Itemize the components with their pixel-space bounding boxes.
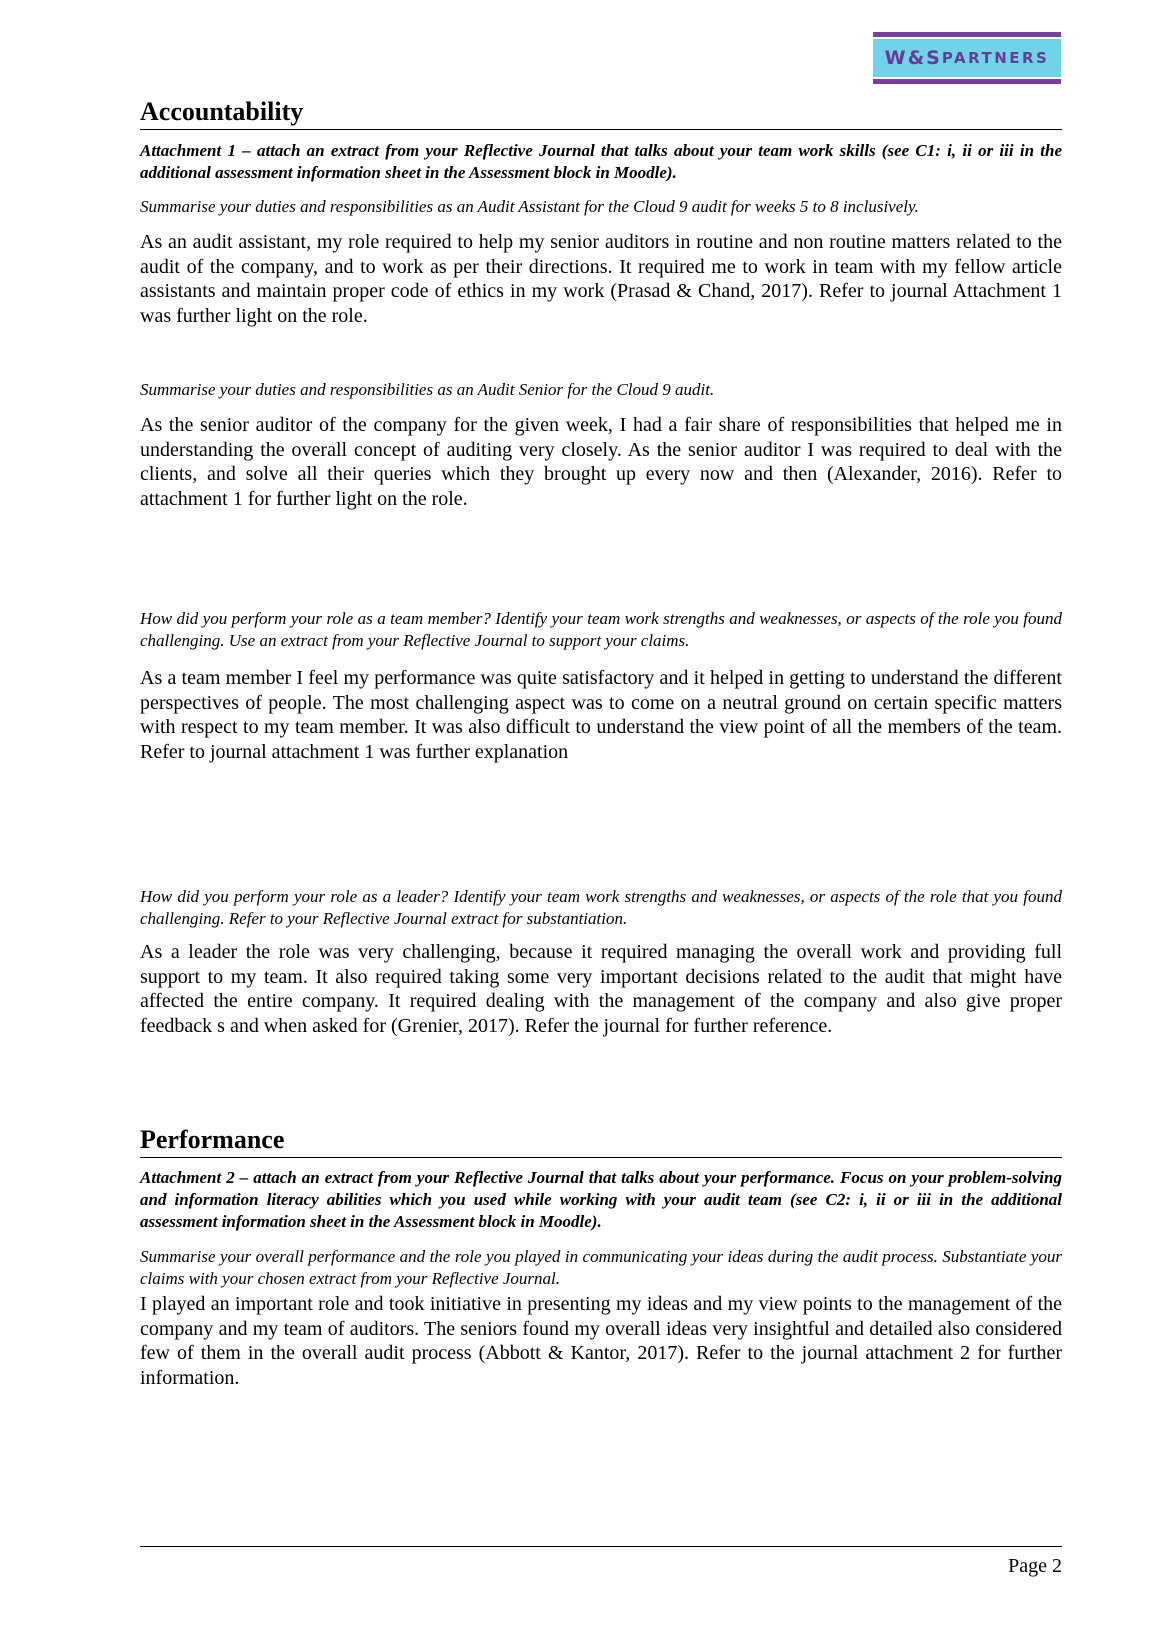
question-leader: How did you perform your role as a leader? Identify your team work strengths and weaknesses, or aspects of the role that you found challenging. Refer to your Reflective Journal extract for substantiation. [140, 887, 1062, 928]
answer-leader: As a leader the role was very challenging, because it required managing the overall work and providing full support to my team. It also required taking some very important decisions related to the audit that might have affected the entire company. It required dealing with the management of the company and also give proper feedback s and when asked for (Grenier, 2017). Refer the journal for further reference. [140, 941, 1062, 1037]
accountability-a3-block [140, 666, 1062, 764]
accountability-attachment-instruction: Attachment 1 – attach an extract from your Reflective Journal that talks about your team work skills (see C1: i, ii or iii in the additional assessment information sheet in the Assessment block in Moodle). [140, 141, 1062, 182]
accountability-a4-block [140, 940, 1062, 1038]
answer-audit-assistant: As an audit assistant, my role required to help my senior auditors in routine and non routine matters related to the audit of the company, and to work as per their directions. It required me to work in team with my fellow article assistants and maintain proper code of ethics in my work (Prasad & Chand, 2017). Refer to journal Attachment 1 was further light on the role. [140, 231, 1062, 327]
page-number: Page 2 [1008, 1555, 1062, 1577]
performance-heading-block [140, 1125, 1062, 1158]
answer-team-member: As a team member I feel my performance was quite satisfactory and it helped in getting to understand the different perspectives of people. The most challenging aspect was to come on a neutral ground on certain specific matters with respect to my team member. It was also difficult to understand the view point of all the members of the team. Refer to journal attachment 1 was further explanation [140, 667, 1062, 763]
accountability-a2-block [140, 413, 1062, 511]
logo-bottom-bar [873, 79, 1061, 84]
question-audit-assistant: Summarise your duties and responsibilities as an Audit Assistant for the Cloud 9 audit for weeks 5 to 8 inclusively. [140, 197, 919, 216]
footer-divider [140, 1546, 1062, 1547]
accountability-attachment-block [140, 140, 1062, 184]
accountability-q4-block [140, 886, 1062, 930]
logo-box [873, 39, 1061, 77]
performance-attachment-instruction: Attachment 2 – attach an extract from your Reflective Journal that talks about your performance. Focus on your problem-solving and information literacy abilities which you used while working with your audit team (see C2: i, ii or iii in the additional assessment information sheet in the Assessment block in Moodle). [140, 1168, 1062, 1231]
company-logo [873, 32, 1061, 85]
performance-attachment-block [140, 1167, 1062, 1233]
performance-a1-block [140, 1292, 1062, 1390]
accountability-q2-block [140, 379, 1062, 401]
accountability-q1-block [140, 196, 1062, 218]
logo-text-small: PARTNERS [941, 49, 1050, 67]
accountability-heading-block [140, 97, 1062, 130]
logo-top-bar [873, 32, 1061, 37]
question-overall-performance: Summarise your overall performance and the role you played in communicating your ideas during the audit process. Substantiate your claims with your chosen extract from your Reflective Journal. [140, 1247, 1062, 1288]
accountability-a1-block [140, 230, 1062, 328]
question-team-member: How did you perform your role as a team member? Identify your team work strengths and weaknesses, or aspects of the role you found challenging. Use an extract from your Reflective Journal to support your claims. [140, 609, 1062, 650]
logo-text-main: W&S [884, 47, 942, 69]
answer-overall-performance: I played an important role and took initiative in presenting my ideas and my view points to the management of the company and my team of auditors. The seniors found my overall ideas very insightful and detailed also considered few of them in the overall audit process (Abbott & Kantor, 2017). Refer to the journal attachment 2 for further information. [140, 1293, 1062, 1389]
accountability-q3-block [140, 608, 1062, 652]
answer-audit-senior: As the senior auditor of the company for the given week, I had a fair share of responsibilities that helped me in understanding the overall concept of auditing very closely. As the senior auditor I was required to deal with the clients, and solve all their queries which they brought up every now and then (Alexander, 2016). Refer to attachment 1 for further light on the role. [140, 414, 1062, 510]
performance-heading: Performance [140, 1125, 1062, 1158]
question-audit-senior: Summarise your duties and responsibilities as an Audit Senior for the Cloud 9 audit. [140, 380, 715, 399]
accountability-heading: Accountability [140, 97, 1062, 130]
performance-q1-block [140, 1246, 1062, 1290]
